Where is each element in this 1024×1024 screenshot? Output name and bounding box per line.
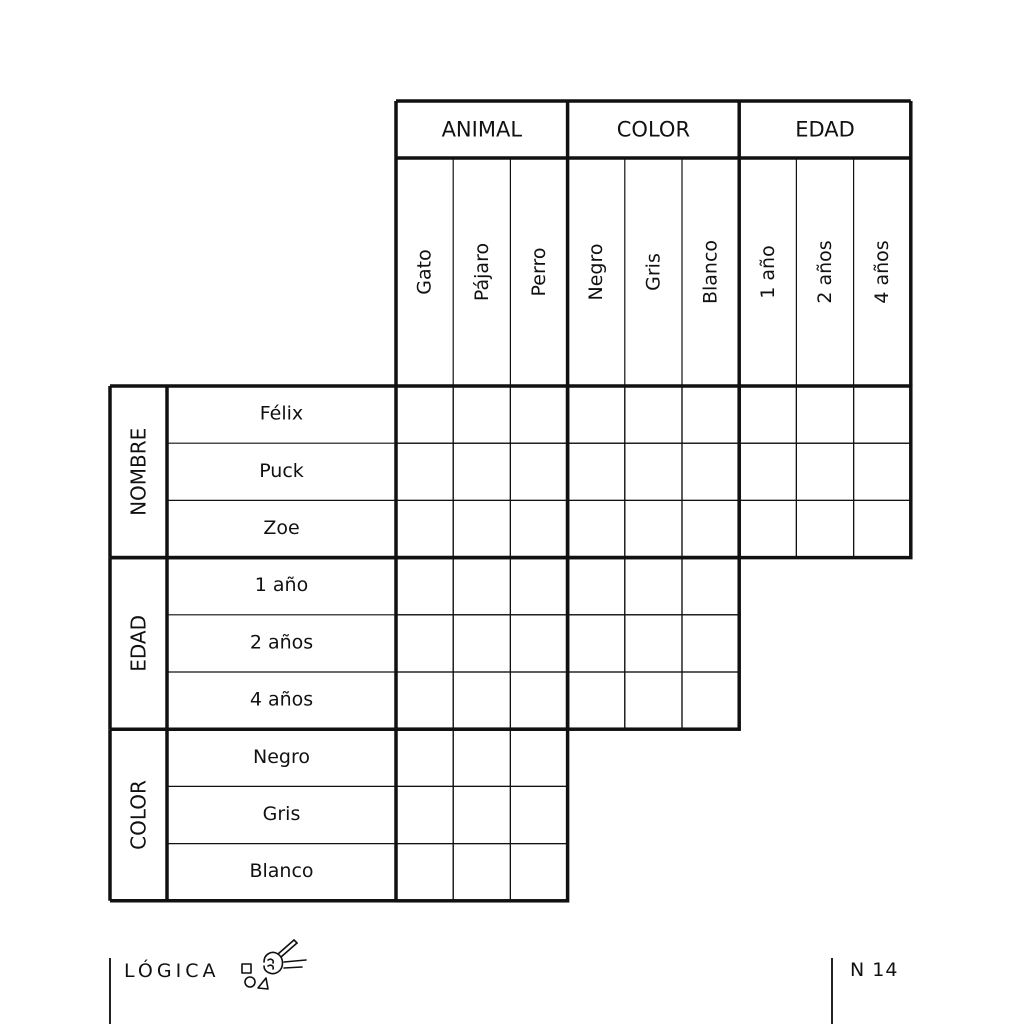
row-label: Félix	[259, 402, 304, 425]
column-label: Gris	[642, 253, 665, 291]
answer-cell[interactable]	[625, 558, 682, 615]
answer-cell[interactable]	[396, 615, 453, 672]
column-label: Pájaro	[470, 242, 493, 302]
answer-cell[interactable]	[510, 729, 567, 786]
pencil-hand-shapes-icon	[236, 936, 308, 992]
answer-cell[interactable]	[568, 672, 625, 729]
answer-cell[interactable]	[453, 500, 510, 557]
row-label: Negro	[253, 745, 310, 768]
answer-cell[interactable]	[854, 386, 911, 443]
answer-cell[interactable]	[854, 443, 911, 500]
row-label: 1 año	[254, 574, 309, 597]
row-label: Puck	[259, 459, 304, 482]
row-group-title: EDAD	[126, 615, 151, 672]
answer-cell[interactable]	[625, 672, 682, 729]
answer-cell[interactable]	[568, 500, 625, 557]
answer-cell[interactable]	[510, 844, 567, 901]
answer-cell[interactable]	[796, 443, 853, 500]
answer-cell[interactable]	[396, 500, 453, 557]
answer-cell[interactable]	[510, 558, 567, 615]
answer-cell[interactable]	[453, 443, 510, 500]
answer-cell[interactable]	[682, 672, 739, 729]
answer-cell[interactable]	[625, 615, 682, 672]
answer-cell[interactable]	[396, 844, 453, 901]
row-label: Blanco	[249, 860, 314, 883]
column-label: Negro	[585, 243, 608, 301]
answer-cell[interactable]	[510, 672, 567, 729]
column-label: Perro	[528, 247, 550, 297]
column-label: 4 años	[871, 240, 894, 304]
row-label: Zoe	[263, 517, 300, 539]
answer-cell[interactable]	[739, 386, 796, 443]
row-label: 2 años	[249, 631, 314, 654]
column-label: Gato	[413, 249, 436, 295]
answer-cell[interactable]	[682, 443, 739, 500]
row-label: Gris	[262, 803, 301, 825]
answer-cell[interactable]	[739, 500, 796, 557]
answer-cell[interactable]	[453, 386, 510, 443]
column-label: 2 años	[814, 240, 836, 304]
answer-cell[interactable]	[568, 386, 625, 443]
answer-cell[interactable]	[396, 558, 453, 615]
answer-cell[interactable]	[396, 443, 453, 500]
answer-cell[interactable]	[453, 844, 510, 901]
answer-cell[interactable]	[568, 443, 625, 500]
answer-cell[interactable]	[854, 500, 911, 557]
answer-cell[interactable]	[510, 500, 567, 557]
answer-cell[interactable]	[682, 615, 739, 672]
column-group-title: ANIMAL	[441, 117, 523, 142]
answer-cell[interactable]	[682, 558, 739, 615]
column-group-title: EDAD	[795, 117, 855, 142]
answer-cell[interactable]	[510, 615, 567, 672]
answer-cell[interactable]	[625, 386, 682, 443]
row-group-title: NOMBRE	[126, 427, 151, 516]
answer-cell[interactable]	[453, 558, 510, 615]
answer-cell[interactable]	[796, 386, 853, 443]
answer-cell[interactable]	[510, 443, 567, 500]
answer-cell[interactable]	[396, 672, 453, 729]
answer-cell[interactable]	[453, 786, 510, 843]
answer-cell[interactable]	[396, 386, 453, 443]
answer-cell[interactable]	[796, 500, 853, 557]
answer-cell[interactable]	[625, 500, 682, 557]
footer-right-divider	[831, 958, 833, 1024]
answer-cell[interactable]	[682, 500, 739, 557]
column-group-title: COLOR	[616, 117, 691, 142]
answer-cell[interactable]	[453, 615, 510, 672]
answer-cell[interactable]	[682, 386, 739, 443]
row-group-title: COLOR	[126, 780, 151, 850]
answer-cell[interactable]	[510, 386, 567, 443]
column-label: 1 año	[756, 245, 779, 299]
answer-cell[interactable]	[396, 786, 453, 843]
answer-cell[interactable]	[568, 558, 625, 615]
answer-cell[interactable]	[739, 443, 796, 500]
page-number: N 14	[850, 959, 899, 981]
answer-cell[interactable]	[625, 443, 682, 500]
answer-cell[interactable]	[396, 729, 453, 786]
footer-title: LÓGICA	[124, 960, 220, 982]
answer-cell[interactable]	[453, 729, 510, 786]
answer-cell[interactable]	[568, 615, 625, 672]
column-label: Blanco	[699, 239, 722, 305]
row-label: 4 años	[249, 688, 314, 711]
answer-cell[interactable]	[510, 786, 567, 843]
footer-left-divider	[109, 958, 111, 1024]
answer-cell[interactable]	[453, 672, 510, 729]
